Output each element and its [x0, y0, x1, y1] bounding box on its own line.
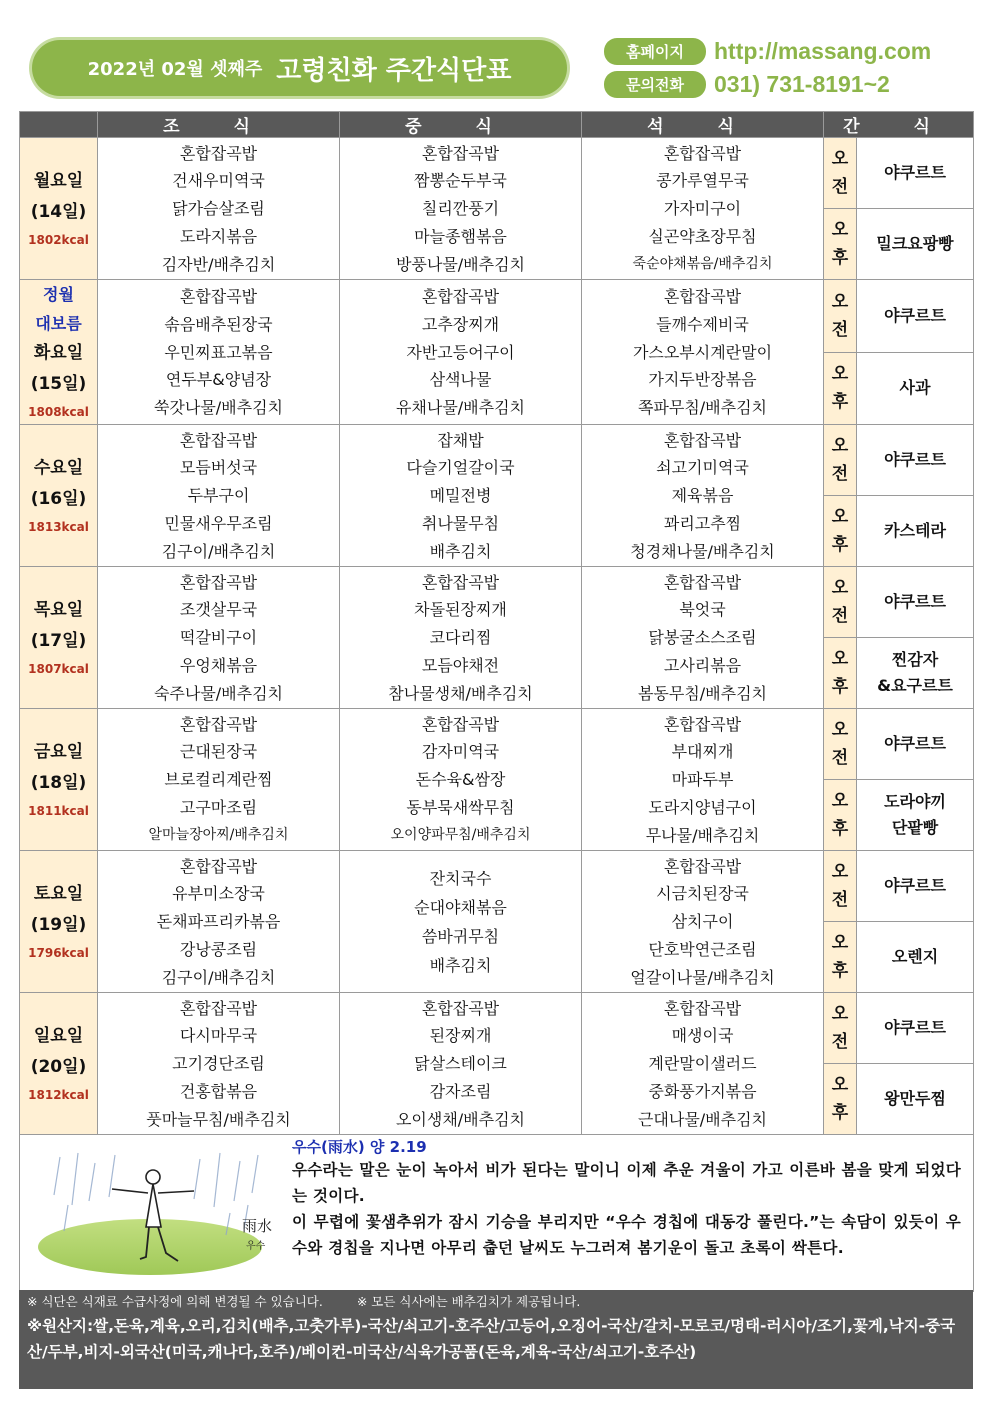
svg-text:雨水: 雨水	[242, 1217, 273, 1235]
menu-item: 배추김치	[429, 541, 492, 561]
note-title: 우수(雨水) 양 2.19	[292, 1138, 427, 1156]
menu-item: 혼합잡곡밥	[421, 143, 500, 163]
menu-item: 혼합잡곡밥	[663, 572, 742, 592]
snack-pm-label-2: 후	[831, 248, 849, 268]
snack-pm-label-1: 오	[831, 220, 849, 240]
snack-am-label-1: 오	[831, 1004, 849, 1024]
breakfast-items	[98, 427, 339, 565]
menu-item: 가스오부시계란말이	[632, 342, 773, 362]
breakfast-cell	[98, 709, 340, 851]
menu-item: 배추김치	[429, 955, 492, 975]
menu-item: 풋마늘무침/배추김치	[146, 1109, 291, 1129]
menu-item: 떡갈비구이	[179, 628, 258, 647]
menu-item: 혼합잡곡밥	[421, 714, 500, 734]
menu-item: 메밀전병	[429, 486, 492, 505]
menu-item: 숙주나물/배추김치	[153, 683, 284, 703]
breakfast-cell	[98, 993, 340, 1135]
menu-item: 도라지양념구이	[648, 797, 757, 817]
title-banner	[32, 40, 567, 96]
snack-pm-label	[824, 638, 857, 709]
lunch-cell	[340, 993, 582, 1135]
snack-am: 야쿠르트	[857, 993, 974, 1064]
menu-item: 순대야채볶음	[414, 897, 507, 917]
lunch-cell	[340, 280, 582, 425]
snack-am-label	[824, 993, 857, 1064]
homepage-badge: 홈페이지	[604, 38, 706, 65]
footer-note-1: ※ 식단은 식재료 수급사정에 의해 변경될 수 있습니다.	[27, 1294, 323, 1309]
snack-am-label-2: 전	[831, 890, 849, 910]
day-row	[20, 425, 974, 496]
snack-am-label-2: 전	[831, 1032, 849, 1052]
menu-item: 단호박연근조림	[648, 939, 757, 959]
snack-am-label-1: 오	[831, 436, 849, 456]
menu-item: 혼합잡곡밥	[421, 572, 500, 592]
dinner-items	[582, 995, 823, 1133]
menu-item: 감자미역국	[421, 742, 500, 762]
menu-item: 실곤약초장무침	[648, 226, 757, 246]
breakfast-cell	[98, 567, 340, 709]
snack-am: 야쿠르트	[857, 138, 974, 209]
dinner-items	[582, 283, 823, 421]
rain-figure-icon	[20, 1135, 290, 1291]
season-note	[20, 1135, 974, 1292]
lunch-cell	[340, 709, 582, 851]
note-paragraph-1: 우수라는 말은 눈이 녹아서 비가 된다는 말이니 이제 추운 겨울이 가고 이른바 봄을 맞게 되었다는 것이다.	[292, 1161, 962, 1205]
snack-am-label-1: 오	[831, 720, 849, 740]
menu-item: 혼합잡곡밥	[179, 430, 258, 450]
snack-am-label-2: 전	[831, 748, 849, 768]
kcal-label: 1812kcal	[28, 1087, 89, 1102]
snack-am: 야쿠르트	[857, 280, 974, 353]
day-cell	[20, 567, 98, 709]
menu-item: 연두부&양념장	[165, 370, 272, 390]
breakfast-cell	[98, 280, 340, 425]
weekday-label: 토요일	[33, 883, 84, 904]
snack-pm-label-2: 후	[831, 1103, 849, 1123]
snack-pm-line: 찐감자	[891, 650, 939, 669]
origin-info: ※원산지:쌀,돈육,계육,오리,김치(배추,고춧가루)-국산/쇠고기-호주산/고등어,오징어-국산/갈치-모로코/명태-러시아/조기,꽃게,낙지-중국산/두부,비지-외국산(미국,캐나다,호주)/베이컨-미국산/식육가공품(돈육,계육-국산/쇠고기-호주산)	[27, 1317, 956, 1361]
menu-item: 우민찌표고볶음	[164, 342, 273, 362]
lunch-items	[340, 427, 581, 565]
menu-item: 콩가루열무국	[656, 171, 749, 191]
menu-item: 다슬기얼갈이국	[406, 458, 515, 478]
weekday-label: 목요일	[33, 599, 84, 620]
snack-am-label-1: 오	[831, 149, 849, 169]
footer	[19, 1290, 973, 1389]
menu-item: 우엉채볶음	[179, 655, 258, 675]
date-label: (16일)	[30, 488, 87, 509]
snack-am-label	[824, 567, 857, 638]
footer-note-2: ※ 모든 식사에는 배추김치가 제공됩니다.	[356, 1294, 581, 1309]
day-cell	[20, 425, 98, 567]
snack-header: 간 식	[824, 112, 974, 138]
svg-text:우수: 우수	[246, 1241, 266, 1252]
breakfast-items	[98, 140, 339, 278]
snack-am-label	[824, 425, 857, 496]
snack-pm-label-1: 오	[831, 791, 849, 811]
menu-item: 혼합잡곡밥	[663, 143, 742, 163]
menu-item: 모듬버섯국	[179, 458, 258, 478]
breakfast-items	[98, 569, 339, 707]
lunch-cell	[340, 567, 582, 709]
menu-item: 동부묵새싹무침	[406, 797, 515, 817]
snack-pm-line: 단팥빵	[891, 818, 939, 837]
menu-item: 봄동무침/배추김치	[637, 683, 768, 703]
kcal-label: 1796kcal	[28, 945, 89, 960]
menu-item: 방풍나물/배추김치	[395, 254, 526, 274]
footer-notes	[19, 1290, 973, 1311]
menu-item: 자반고등어구이	[406, 342, 515, 362]
snack-am-label-2: 전	[831, 606, 849, 626]
snack-am: 야쿠르트	[857, 567, 974, 638]
day-cell	[20, 280, 98, 425]
date-label: (15일)	[30, 374, 87, 394]
phone-row	[604, 71, 890, 98]
snack-am-label-1: 오	[831, 578, 849, 598]
snack-pm-label-1: 오	[831, 1075, 849, 1095]
snack-pm	[857, 780, 974, 851]
menu-item: 죽순야채볶음/배추김치	[632, 255, 773, 272]
weekday-label: 금요일	[33, 741, 84, 762]
menu-item: 칠리깐풍기	[421, 199, 500, 218]
menu-item: 잔치국수	[429, 868, 492, 888]
dinner-items	[582, 427, 823, 565]
dinner-cell	[582, 851, 824, 993]
menu-item: 다시마무국	[179, 1026, 258, 1046]
day-row	[20, 280, 974, 353]
menu-item: 김자반/배추김치	[161, 254, 276, 274]
menu-item: 차돌된장찌개	[414, 600, 507, 620]
snack-pm-label-1: 오	[831, 933, 849, 953]
dinner-cell	[582, 280, 824, 425]
snack-pm-label-2: 후	[831, 677, 849, 697]
menu-item: 혼합잡곡밥	[179, 856, 258, 876]
menu-item: 건새우미역국	[172, 171, 265, 191]
menu-item: 쪽파무침/배추김치	[637, 398, 768, 417]
snack-pm-line: &요구르트	[877, 676, 953, 695]
menu-item: 혼합잡곡밥	[421, 998, 500, 1018]
dinner-cell	[582, 709, 824, 851]
menu-item: 부대찌개	[671, 742, 734, 762]
holiday-label: 정월	[43, 285, 74, 304]
weekday-label: 월요일	[33, 170, 84, 191]
menu-item: 혼합잡곡밥	[663, 856, 742, 876]
menu-item: 유채나물/배추김치	[395, 398, 526, 417]
menu-item: 모듬야채전	[421, 655, 500, 675]
snack-am-label-2: 전	[831, 177, 849, 197]
menu-item: 쇠고기미역국	[656, 458, 749, 478]
menu-item: 김구이/배추김치	[161, 541, 276, 561]
lunch-cell	[340, 425, 582, 567]
snack-am-label-2: 전	[831, 464, 849, 484]
menu-item: 삼색나물	[429, 370, 492, 390]
menu-item: 닭살스테이크	[414, 1054, 507, 1073]
day-row	[20, 138, 974, 209]
lunch-items	[340, 853, 581, 991]
kcal-label: 1807kcal	[28, 661, 89, 676]
breakfast-items	[98, 711, 339, 849]
dinner-items	[582, 711, 823, 849]
snack-pm-label	[824, 352, 857, 425]
menu-item: 두부구이	[187, 486, 250, 505]
breakfast-header: 조 식	[98, 112, 340, 138]
menu-item: 고추장찌개	[421, 314, 500, 334]
dinner-cell	[582, 993, 824, 1135]
menu-item: 혼합잡곡밥	[663, 998, 742, 1018]
snack-pm-label-2: 후	[831, 819, 849, 839]
menu-item: 짬뽕순두부국	[414, 171, 507, 191]
lunch-header: 중 식	[340, 112, 582, 138]
menu-item: 고사리볶음	[663, 655, 742, 675]
breakfast-items	[98, 853, 339, 991]
menu-item: 시금치된장국	[656, 884, 749, 904]
menu-item: 매생이국	[671, 1026, 734, 1046]
snack-pm: 밀크요팡빵	[857, 209, 974, 280]
menu-item: 마늘종햄볶음	[414, 226, 507, 246]
menu-item: 된장찌개	[429, 1026, 492, 1046]
menu-item: 브로컬리계란찜	[164, 770, 273, 789]
snack-pm-label-2: 후	[831, 535, 849, 555]
menu-item: 코다리찜	[429, 628, 492, 647]
dinner-items	[582, 853, 823, 991]
dinner-cell	[582, 425, 824, 567]
weekday-label: 수요일	[33, 457, 84, 478]
menu-item: 가자미구이	[663, 199, 742, 218]
breakfast-items	[98, 283, 339, 421]
kcal-label: 1813kcal	[28, 519, 89, 534]
page-title: 고령친화 주간식단표	[276, 55, 512, 86]
snack-pm-label-1: 오	[831, 364, 849, 385]
menu-item: 감자조림	[429, 1081, 492, 1101]
menu-item: 씀바귀무침	[421, 926, 500, 946]
menu-item: 삼치구이	[671, 912, 734, 931]
snack-am-label-1: 오	[831, 291, 849, 312]
menu-item: 솎음배추된장국	[164, 314, 273, 334]
snack-am-label	[824, 138, 857, 209]
dinner-items	[582, 569, 823, 707]
menu-item: 참나물생채/배추김치	[388, 683, 533, 703]
menu-item: 고기경단조림	[172, 1054, 265, 1073]
snack-pm-label	[824, 780, 857, 851]
menu-item: 혼합잡곡밥	[663, 714, 742, 734]
date-label: (18일)	[30, 772, 87, 793]
snack-pm-label-2: 후	[831, 961, 849, 981]
date-label: (19일)	[30, 914, 87, 935]
menu-item: 쑥갓나물/배추김치	[153, 398, 284, 417]
menu-item: 오이생채/배추김치	[395, 1109, 526, 1129]
menu-item: 무나물/배추김치	[645, 825, 760, 845]
snack-pm-label	[824, 922, 857, 993]
menu-item: 근대된장국	[179, 742, 258, 762]
note-paragraph-2: 이 무렵에 꽃샘추위가 잠시 기승을 부리지만 “우수 경칩에 대동강 풀린다.”는 속담이 있듯이 우수와 경칩을 지나면 아무리 춥던 날씨도 누그러져 봄기운이 돌고 초록이 싹튼다.	[292, 1213, 962, 1257]
menu-item: 청경채나물/배추김치	[630, 541, 775, 561]
snack-pm-line: 도라야끼	[884, 792, 946, 811]
kcal-label: 1802kcal	[28, 232, 89, 247]
dinner-cell	[582, 138, 824, 280]
snack-pm-label	[824, 496, 857, 567]
lunch-items	[340, 283, 581, 421]
menu-item: 꽈리고추찜	[663, 513, 742, 533]
lunch-items	[340, 995, 581, 1133]
menu-item: 혼합잡곡밥	[421, 287, 500, 306]
snack-am: 야쿠르트	[857, 851, 974, 922]
lunch-items	[340, 569, 581, 707]
menu-item: 돈수육&쌈장	[415, 770, 506, 789]
snack-pm-label	[824, 209, 857, 280]
menu-item: 마파두부	[671, 770, 734, 789]
menu-item: 잡채밥	[437, 430, 484, 450]
menu-item: 닭가슴살조림	[172, 199, 265, 218]
lunch-cell	[340, 138, 582, 280]
homepage-row	[604, 38, 931, 65]
snack-pm-label-1: 오	[831, 649, 849, 669]
menu-table	[19, 111, 974, 1292]
menu-item: 제육볶음	[671, 486, 734, 505]
day-cell	[20, 709, 98, 851]
snack-pm-label-1: 오	[831, 507, 849, 527]
day-row	[20, 709, 974, 780]
snack-am: 야쿠르트	[857, 425, 974, 496]
kcal-label: 1811kcal	[28, 803, 89, 818]
snack-am: 야쿠르트	[857, 709, 974, 780]
menu-item: 혼합잡곡밥	[179, 714, 258, 734]
dinner-header: 석 식	[582, 112, 824, 138]
day-cell	[20, 851, 98, 993]
snack-pm: 왕만두찜	[857, 1064, 974, 1135]
phone-badge: 문의전화	[604, 71, 706, 98]
dinner-items	[582, 140, 823, 278]
homepage-link[interactable]: http://massang.com	[714, 38, 932, 64]
menu-item: 혼합잡곡밥	[179, 998, 258, 1018]
phone-number: 031) 731-8191~2	[714, 71, 890, 97]
menu-item: 취나물무침	[421, 513, 500, 533]
date-label: (17일)	[30, 630, 87, 651]
rain-illustration	[20, 1135, 290, 1291]
menu-item: 북엇국	[679, 600, 726, 620]
menu-item: 혼합잡곡밥	[663, 287, 742, 306]
dinner-cell	[582, 567, 824, 709]
menu-item: 도라지볶음	[179, 226, 258, 246]
menu-item: 강낭콩조림	[179, 939, 258, 959]
day-row	[20, 993, 974, 1064]
snack-am-label	[824, 280, 857, 353]
lunch-cell	[340, 851, 582, 993]
menu-item: 건홍합볶음	[179, 1081, 258, 1101]
menu-item: 가지두반장볶음	[648, 370, 757, 390]
snack-am-label	[824, 709, 857, 780]
menu-item: 혼합잡곡밥	[179, 572, 258, 592]
menu-item: 알마늘장아찌/배추김치	[148, 826, 289, 843]
menu-item: 계란말이샐러드	[648, 1054, 757, 1073]
day-row	[20, 851, 974, 922]
snack-am-label-1: 오	[831, 862, 849, 882]
menu-item: 김구이/배추김치	[161, 967, 276, 987]
lunch-items	[340, 711, 581, 849]
snack-pm: 오렌지	[857, 922, 974, 993]
date-label: (20일)	[30, 1056, 87, 1077]
day-cell	[20, 993, 98, 1135]
snack-am-label-2: 전	[831, 319, 849, 340]
menu-item: 고구마조림	[179, 797, 258, 817]
corner-cell	[20, 112, 98, 138]
snack-pm-label	[824, 1064, 857, 1135]
menu-item: 오이양파무침/배추김치	[390, 826, 531, 843]
weekday-label: 일요일	[33, 1025, 84, 1046]
breakfast-cell	[98, 851, 340, 993]
date-label: (14일)	[30, 201, 87, 222]
kcal-label: 1808kcal	[28, 405, 89, 419]
breakfast-items	[98, 995, 339, 1133]
snack-am-label	[824, 851, 857, 922]
menu-item: 조갯살무국	[179, 600, 258, 620]
day-cell	[20, 138, 98, 280]
menu-item: 혼합잡곡밥	[179, 143, 258, 163]
lunch-items	[340, 140, 581, 278]
column-header-row	[20, 112, 974, 138]
menu-item: 얼갈이나물/배추김치	[630, 967, 775, 987]
holiday-label: 대보름	[35, 314, 82, 333]
menu-item: 중화풍가지볶음	[648, 1081, 757, 1101]
snack-pm: 카스테라	[857, 496, 974, 567]
menu-item: 민물새우무조림	[164, 513, 273, 533]
week-label: 2022년 02월 셋째주	[87, 59, 263, 80]
menu-item: 닭봉굴소스조림	[648, 628, 757, 647]
menu-item: 근대나물/배추김치	[637, 1109, 768, 1129]
menu-item: 혼합잡곡밥	[179, 287, 258, 306]
day-row	[20, 567, 974, 638]
menu-item: 돈채파프리카볶음	[156, 912, 281, 931]
menu-item: 유부미소장국	[172, 884, 265, 904]
weekday-label: 화요일	[33, 343, 84, 363]
snack-pm-label-2: 후	[831, 392, 849, 413]
breakfast-cell	[98, 138, 340, 280]
snack-pm	[857, 638, 974, 709]
breakfast-cell	[98, 425, 340, 567]
menu-item: 들깨수제비국	[656, 314, 749, 334]
menu-item: 혼합잡곡밥	[663, 430, 742, 450]
snack-pm: 사과	[857, 352, 974, 425]
